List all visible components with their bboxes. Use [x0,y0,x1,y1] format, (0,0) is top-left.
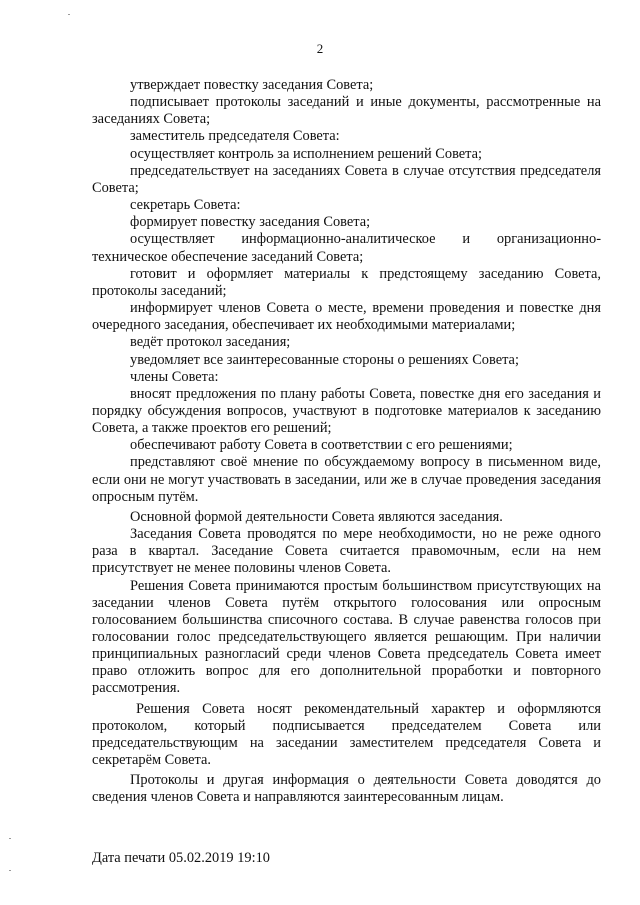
paragraph-6: секретарь Совета: [130,197,241,214]
document-body [92,77,601,807]
paragraph-3: заместитель председателя Совета: [130,128,340,145]
paragraph-13: члены Совета: [130,368,219,385]
paragraph-18: Заседания Совета проводятся по мере необходимости, но не реже одного раза в квартал. Заседание Совета считается правомочным, если на нем присутствует не менее половины членов Совета. [92,526,601,577]
paragraph-4: осуществляет контроль за исполнением решений Совета; [130,145,483,162]
print-date-footer: Дата печати 05.02.2019 19:10 [92,850,270,866]
paragraph-7: формирует повестку заседания Совета; [130,214,371,231]
paragraph-21: Протоколы и другая информация о деятельности Совета доводятся до сведения членов Совета и направляются заинтересованным лицам. [92,772,601,806]
page-number: 2 [316,41,324,56]
paragraph-17: Основной формой деятельности Совета являются заседания. [130,508,503,525]
paragraph-19: Решения Совета принимаются простым большинством присутствующих на заседании членов Совета путём открытого голосования или опросным голосованием большинства списочного состава. В случае равенства голосов при голосовании голос председательствующего является решающим. При наличии принципиальных разногласий среди членов Совета председатель Совета имеет право отложить вопрос для его дополнительной проработки и повторного рассмотрения. [92,577,601,697]
paragraph-15: обеспечивают работу Совета в соответствии с его решениями; [130,437,513,454]
paragraph-1: утверждает повестку заседания Совета; [130,77,374,93]
paragraph-9: готовит и оформляет материалы к предстоящему заседанию Совета, протоколы заседаний; [92,265,601,299]
paragraph-2: подписывает протоколы заседаний и иные документы, рассмотренные на заседаниях Совета; [92,94,601,128]
scan-speck [68,14,70,15]
paragraph-11: ведёт протокол заседания; [130,334,291,351]
paragraph-5: председательствует на заседаниях Совета в случае отсутствия председателя Совета; [92,162,601,196]
paragraph-10: информирует членов Совета о месте, времени проведения и повестке дня очередного заседания, обеспечивает их необходимыми материалами; [92,300,601,334]
paragraph-20: Решения Совета носят рекомендательный характер и оформляются протоколом, который подписывается председателем Совета или председательствующим на заседании заместителем председателя Совета и секретарём Совета. [92,700,601,769]
paragraph-14: вносят предложения по плану работы Совета, повестке дня его заседания и порядку обсуждения вопросов, участвуют в подготовке материалов к заседанию Совета, а также проектов его решений; [92,385,601,437]
paragraph-8: осуществляет информационно-аналитическое и организационно-техническое обеспечение заседаний Совета; [92,231,601,265]
paragraph-12: уведомляет все заинтересованные стороны о решениях Совета; [130,351,519,368]
paragraph-16: представляют своё мнение по обсуждаемому вопросу в письменном виде, если они не могут участвовать в заседании, или же в случае проведения заседания опросным путём. [92,454,601,505]
scan-speck [9,870,11,871]
scan-speck [9,838,11,839]
